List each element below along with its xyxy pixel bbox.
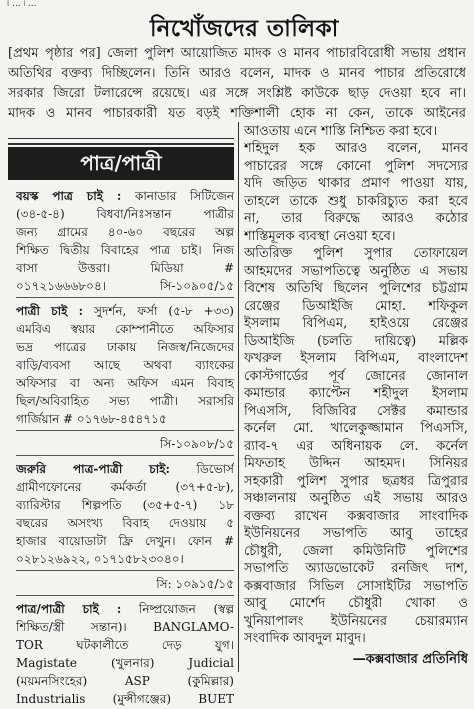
article-line: আবু মোর্শেদ চৌধুরী খোকা ও: [244, 596, 468, 611]
article-lead-line: অতিথির বক্তব্য দিচ্ছিলেন। তিনি আরও বলেন, মাদক ও মানব পাচার প্রতিরোধে: [8, 66, 466, 81]
classified-ad-line: ছিল/অবিবাহিত সভ্য পাত্রী। সরাসরি: [16, 394, 234, 408]
article-line: ফখরুল ইসলাম বিপিএম, বাংলাদেশ: [244, 351, 468, 366]
article-line: রেঞ্জের ডিআইজি মোহা. শফিকুল: [244, 299, 468, 314]
top-clipped-strip: । ... ৷ ...: [6, 0, 37, 9]
classified-ad-line: TOR ঘটকালীতে দেড় যুগ।: [16, 638, 234, 652]
article-line: সংবাদিক আবদুল মাবুদ।: [244, 631, 366, 646]
classified-ad-heading: বয়স্ক পাত্র চাই :: [16, 189, 122, 203]
classified-ad-heading: পাত্রী চাই :: [16, 304, 84, 318]
classified-ad-line: বাসা উত্তরা। মিডিয়া #: [16, 261, 234, 275]
article-line: পিএসসি, বিজিবির সেক্টর কমান্ডার: [244, 404, 468, 419]
classified-ad-line: ০১৭২১৬৬৬৮০৪। সি-১০৯০৫/১৫: [16, 279, 234, 293]
classified-ad-line: গার্জিয়ান # ০১৭৬৮-৪৫৪৭১৫: [16, 412, 167, 426]
article-line: কমান্ডার ক্যাপ্টেন শহীদুল ইসলাম: [244, 386, 468, 401]
classified-ad-line: (৩৪-৫-৪) বিধবা/নিঃসন্তান পাত্রীর: [16, 207, 234, 221]
article-line: র‍্যাব-৭ এর অধিনায়ক লে. কর্নেল: [244, 439, 468, 454]
classified-ad-line: শিক্ষিত/স্ত্রী সন্তান)। BANGLAMO-: [16, 620, 234, 634]
classified-separator: [16, 455, 234, 456]
article-line: আহমদের সভাপতিত্বে অনুষ্ঠিত এ সভায়: [244, 264, 468, 279]
classified-separator: [16, 297, 234, 298]
article-line: বিশেষ অতিথি ছিলেন পুলিশের চট্টগ্রাম: [244, 281, 468, 296]
classified-ad-line: বয়স্ক পাত্র চাই : কানাডার সিটিজেন: [16, 189, 234, 203]
classified-ad-heading: পাত্র/পাত্রী চাই :: [16, 602, 122, 616]
article-line: আওতায় এনে শাস্তি নিশ্চিত করা হবে।: [244, 124, 438, 139]
article-line: যদি জড়িত থাকার প্রমাণ পাওয়া যায়,: [244, 176, 468, 191]
classified-top-rule-thick: [8, 143, 234, 145]
article-line: তাহলে তাকে শুধু চাকরিচ্যুত করা হবে: [244, 194, 468, 209]
classified-ad-line: (ময়মনসিংহের) ASP (কুমিল্লার): [16, 674, 234, 688]
classified-separator: [16, 570, 234, 571]
classified-ad-line: হাজার বায়োডাটা ফ্রি দেখুন। ফোন #: [16, 534, 234, 548]
classified-ad-line: ব্যারিস্টার শিল্পপতি (৩৫+৫-৭) ১৮: [16, 498, 234, 512]
article-line: খুনিয়াপালং ইউনিয়নের চেয়ারম্যান: [244, 614, 468, 629]
article-lead-line: মাদক ও মানব পাচারকারী যত বড়ই শক্তিশালী হোক না কেন, তাকে আইনের: [8, 106, 466, 121]
classified-ad-line: শিক্ষিত দ্বিতীয় বিবাহের পাত্র চাই। নিজ: [16, 243, 234, 257]
classified-ad-line: বছরের অসংখ্য বিবাহ দেওয়ায় ৫: [16, 516, 234, 530]
article-line: সঞ্চালনায় অনুষ্ঠিত এই সভায় আরও: [244, 491, 468, 506]
article-line: অতিরিক্ত পুলিশ সুপার তোফায়েল: [244, 246, 468, 261]
article-byline: —কক্সবাজার প্রতিনিধি: [352, 652, 468, 667]
classified-top-rule: [8, 138, 234, 139]
classified-ad-ref: সি: ১০৯১৫/১৫: [156, 577, 234, 591]
classified-ad-line: ভদ্র পাত্রের ঢাকায় নিজস্ব/নিজেদের: [16, 340, 234, 354]
classified-ad-line: Industrialis (মুন্সীগঞ্জের) BUET: [16, 692, 234, 706]
classified-ad-line: অফিসার বা অন্য অফিস এমন বিবাহ: [16, 376, 234, 390]
classified-ad-line: পাত্রী চাই : সুদর্শন, ফর্সা (৫-৮ +৩৩): [16, 304, 234, 318]
article-line: শহিদুল হক আরও বলেন, মানব: [244, 141, 468, 156]
article-line: শাস্তিমূলক ব্যবস্থা নেওয়া হবে।: [244, 229, 396, 244]
article-line: কোস্টগার্ডের পূর্ব জোনের জোনাল: [244, 369, 468, 384]
article-line: কক্সবাজার সিভিল সোসাইটির সভাপতি: [244, 579, 468, 594]
article-lead-line: [প্রথম পৃষ্ঠার পর] জেলা পুলিশ আয়োজিত মাদক ও মানব পাচারবিরোধী সভায় প্রধান: [8, 46, 466, 61]
article-line: পাচারের সঙ্গে কোনো পুলিশ সদস্যের: [244, 159, 468, 174]
classified-ad-line: বাড়ি/ব্যবসা আছে অথবা ব্যাংকের: [16, 358, 234, 372]
article-line: সভাপতি অ্যাডভোকেট রনজিৎ দাশ,: [244, 561, 468, 576]
classified-ad-heading: জরুরি পাত্র-পাত্রী চাই:: [16, 462, 170, 476]
article-line: চৌধুরী, জেলা কমিউনিটি পুলিশের: [244, 544, 468, 559]
article-line: বক্তব্য রাখেন কক্সবাজার সাংবাদিক: [244, 509, 468, 524]
article-line: ইউনিয়নের সভাপতি আবু তাহের: [244, 526, 468, 541]
classified-separator: [16, 430, 234, 431]
classified-banner: পাত্র/পাত্রী: [8, 147, 234, 180]
column-divider: [238, 122, 239, 672]
classified-ad-line: জরুরি পাত্র-পাত্রী চাই: ডিভোর্স: [16, 462, 234, 476]
classified-ad-line: ০২৮১২৬৯২২, ০১৭১৫৮২৩০৪০।: [16, 552, 184, 566]
classified-separator: [16, 595, 234, 596]
article-line: মিফতাহ উদ্দিন আহমদ। সিনিয়র: [244, 456, 468, 471]
article-line: ইসলাম বিপিএম, হাইওয়ে রেঞ্জের: [244, 316, 468, 331]
classified-ad-line: গ্রামীণফোনের কর্মকর্তা (৩৭+৫-৮),: [16, 480, 234, 494]
article-line: কর্নেল মো. খালেকুজ্জামান পিএসসি,: [244, 421, 468, 436]
classified-ad-line: পাত্র/পাত্রী চাই : নিষ্প্রয়োজন (স্বল্প: [16, 602, 234, 616]
classified-ad-line: এমবিএ স্বয়ার কোম্পানীতে অফিসার: [16, 322, 234, 336]
classified-ad-ref: সি-১০৯০৮/১৫: [160, 437, 234, 451]
classified-ad-line: Magistate (খুলনার) Judicial: [16, 656, 234, 670]
article-continuation-tag: [প্রথম পৃষ্ঠার পর]: [8, 46, 101, 61]
article-line: সহকারী পুলিশ সুপার ছত্রধর ত্রিপুরার: [244, 474, 468, 489]
article-lead-line: সরকার জিরো টলারেন্সে রয়েছে। এর সঙ্গে সংশ্লিষ্ট কাউকে ছাড় দেওয়া হবে না।: [8, 86, 466, 101]
article-line: না, তার বিরুদ্ধে আরও কঠোর: [244, 211, 468, 226]
headline: নিখোঁজদের তালিকা: [150, 16, 339, 42]
article-line: ডিআইজি (চলতি দায়িত্বে) মল্লিক: [244, 334, 468, 349]
classified-ad-line: জন্য গ্রামের ৪০-৬০ বছরের অল্প: [16, 225, 234, 239]
